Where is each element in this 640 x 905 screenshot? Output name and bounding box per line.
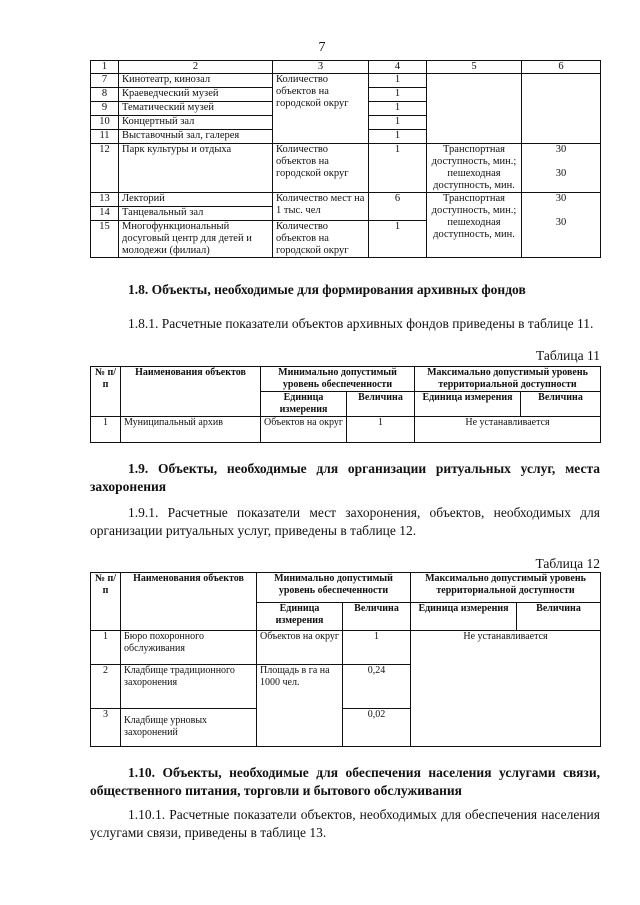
table-row [91, 417, 601, 443]
section-paragraph-1-9: 1.9.1. Расчетные показатели мест захоронения, объектов, необходимых для организации ритуальных услуг, приведены в таблице 12. [90, 505, 600, 538]
column-header: 2 [119, 61, 273, 74]
column-header: Минимально допустимый уровень обеспеченности [261, 367, 415, 392]
accessibility-cell: Транспортная доступность, мин.; пешеходная доступность, мин. [427, 193, 522, 258]
column-header: 3 [273, 61, 369, 74]
row-number: 3 [91, 709, 121, 747]
object-name: Тематический музей [119, 102, 273, 116]
row-number: 8 [91, 88, 119, 102]
object-name: Кладбище традиционного захоронения [121, 665, 257, 709]
table-caption-11: Таблица 11 [536, 348, 600, 363]
section-heading-1-9: 1.9. Объекты, необходимые для организации ритуальных услуг, места захоронения [90, 461, 600, 494]
walking-minutes: 30 [555, 217, 567, 228]
table-header-row [91, 573, 601, 603]
unit-cell: Количество мест на 1 тыс. чел [273, 193, 369, 221]
object-name: Лекторий [119, 193, 273, 207]
section-paragraph-1-10: 1.10.1. Расчетные показатели объектов, необходимых для обеспечения населения услугами связи, приведены в таблице 13. [90, 807, 600, 840]
column-header: № п/п [91, 573, 121, 631]
column-header: Единица измерения [411, 603, 517, 631]
column-header: 1 [91, 61, 119, 74]
value-cell: 0,24 [343, 665, 411, 709]
unit-cell: Площадь в га на 1000 чел. [257, 665, 343, 747]
row-number: 11 [91, 130, 119, 144]
column-header: Величина [521, 392, 601, 417]
column-header: Наименования объектов [121, 573, 257, 631]
column-header: 4 [369, 61, 427, 74]
table-header-row [91, 367, 601, 392]
value-cell: 1 [347, 417, 415, 443]
column-header: Единица измерения [257, 603, 343, 631]
table-row [91, 631, 601, 665]
column-header: Наименования объектов [121, 367, 261, 417]
value-cell: 1 [369, 221, 427, 258]
accessibility-value-cell [522, 74, 601, 144]
object-name: Выставочный зал, галерея [119, 130, 273, 144]
object-name: Краеведческий музей [119, 88, 273, 102]
accessibility-value-cell [522, 193, 601, 258]
object-name: Муниципальный архив [121, 417, 261, 443]
walking-minutes: 30 [555, 168, 567, 179]
section-heading-1-10: 1.10. Объекты, необходимые для обеспечения населения услугами связи, общественного питания, торговли и бытового обслуживания [90, 765, 600, 798]
row-number: 2 [91, 665, 121, 709]
unit-cell: Объектов на округ [257, 631, 343, 665]
object-name: Концертный зал [119, 116, 273, 130]
object-name: Бюро похоронного обслуживания [121, 631, 257, 665]
column-header: Максимально допустимый уровень территориальной доступности [411, 573, 601, 603]
column-header: 5 [427, 61, 522, 74]
object-name: Кладбище урновых захоронений [121, 709, 257, 747]
value-cell: 1 [369, 144, 427, 193]
row-number: 7 [91, 74, 119, 88]
table-header-row [91, 61, 601, 74]
section-heading-1-8: 1.8. Объекты, необходимые для формирования архивных фондов [128, 282, 526, 297]
table-row [91, 74, 601, 88]
accessibility-cell [427, 74, 522, 144]
table-caption-12: Таблица 12 [535, 556, 600, 571]
row-number: 14 [91, 207, 119, 221]
value-cell: 1 [369, 74, 427, 88]
column-header: Величина [343, 603, 411, 631]
accessibility-cell: Транспортная доступность, мин.; пешеходная доступность, мин. [427, 144, 522, 193]
row-number: 1 [91, 631, 121, 665]
column-header: Максимально допустимый уровень территориальной доступности [415, 367, 601, 392]
unit-cell: Объектов на округ [261, 417, 347, 443]
column-header: Величина [517, 603, 601, 631]
culture-objects-table [90, 60, 601, 258]
table-row [91, 193, 601, 207]
object-name: Многофункциональный досуговый центр для детей и молодежи (филиал) [119, 221, 273, 258]
table-row [91, 144, 601, 193]
accessibility-value-cell [522, 144, 601, 193]
row-number: 9 [91, 102, 119, 116]
column-header: Минимально допустимый уровень обеспеченности [257, 573, 411, 603]
section-paragraph-1-8: 1.8.1. Расчетные показатели объектов архивных фондов приведены в таблице 11. [128, 316, 594, 331]
value-cell: 6 [369, 193, 427, 221]
column-header: Единица измерения [261, 392, 347, 417]
max-accessibility-cell: Не устанавливается [411, 631, 601, 747]
column-header: Величина [347, 392, 415, 417]
object-name: Танцевальный зал [119, 207, 273, 221]
column-header: 6 [522, 61, 601, 74]
funeral-objects-table [90, 572, 601, 747]
value-cell: 1 [343, 631, 411, 665]
unit-cell: Количество объектов на городской округ [273, 221, 369, 258]
value-cell: 1 [369, 102, 427, 116]
object-name: Кинотеатр, кинозал [119, 74, 273, 88]
unit-cell: Количество объектов на городской округ [273, 144, 369, 193]
value-cell: 0,02 [343, 709, 411, 747]
row-number: 10 [91, 116, 119, 130]
column-header: Единица измерения [415, 392, 521, 417]
row-number: 1 [91, 417, 121, 443]
value-cell: 1 [369, 88, 427, 102]
row-number: 13 [91, 193, 119, 207]
transport-minutes: 30 [555, 193, 567, 204]
archive-objects-table [90, 366, 601, 443]
max-accessibility-cell: Не устанавливается [415, 417, 601, 443]
row-number: 15 [91, 221, 119, 258]
object-name: Парк культуры и отдыха [119, 144, 273, 193]
value-cell: 1 [369, 130, 427, 144]
transport-minutes: 30 [555, 144, 567, 155]
value-cell: 1 [369, 116, 427, 130]
unit-cell: Количество объектов на городской округ [273, 74, 369, 144]
page-number: 7 [318, 40, 326, 55]
column-header: № п/п [91, 367, 121, 417]
row-number: 12 [91, 144, 119, 193]
